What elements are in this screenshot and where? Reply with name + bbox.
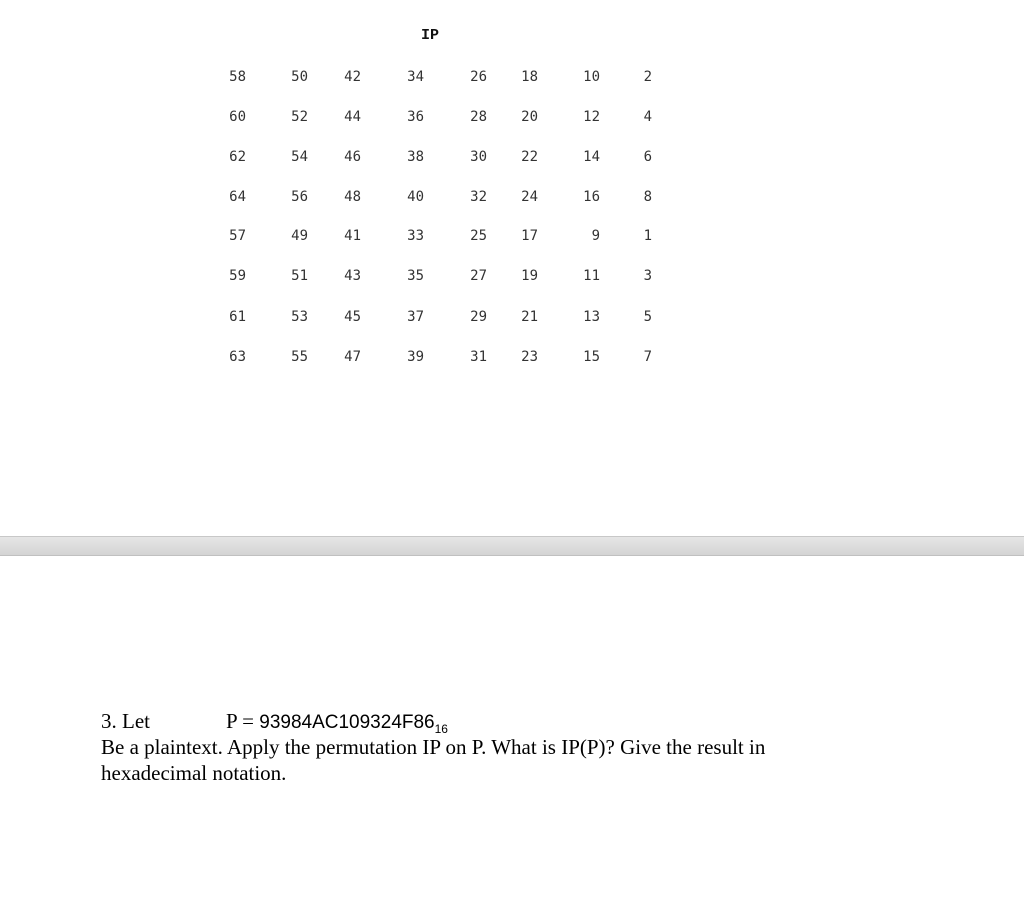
table-cell: 31: [470, 349, 487, 365]
table-cell: 35: [407, 268, 424, 284]
table-cell: 44: [344, 109, 361, 125]
table-cell: 37: [407, 309, 424, 325]
table-cell: 36: [407, 109, 424, 125]
table-cell: 54: [291, 149, 308, 165]
table-cell: 18: [521, 69, 538, 85]
table-cell: 32: [470, 189, 487, 205]
table-cell: 7: [643, 349, 652, 365]
table-cell: 48: [344, 189, 361, 205]
table-cell: 42: [344, 69, 361, 85]
table-cell: 25: [470, 228, 487, 244]
table-cell: 56: [291, 189, 308, 205]
table-cell: 26: [470, 69, 487, 85]
plaintext-value: 93984AC109324F86: [259, 712, 435, 733]
table-cell: 34: [407, 69, 424, 85]
plaintext-label: P =: [226, 709, 260, 733]
table-cell: 2: [643, 69, 652, 85]
table-cell: 59: [229, 268, 246, 284]
table-cell: 16: [583, 189, 600, 205]
table-cell: 21: [521, 309, 538, 325]
table-cell: 64: [229, 189, 246, 205]
table-cell: 29: [470, 309, 487, 325]
table-cell: 12: [583, 109, 600, 125]
table-cell: 33: [407, 228, 424, 244]
plaintext-base: 16: [434, 722, 448, 737]
table-cell: 15: [583, 349, 600, 365]
table-cell: 10: [583, 69, 600, 85]
table-cell: 47: [344, 349, 361, 365]
table-cell: 43: [344, 268, 361, 284]
table-cell: 23: [521, 349, 538, 365]
table-cell: 11: [583, 268, 600, 284]
table-cell: 17: [521, 228, 538, 244]
table-cell: 1: [643, 228, 652, 244]
table-cell: 50: [291, 69, 308, 85]
table-cell: 51: [291, 268, 308, 284]
table-cell: 41: [344, 228, 361, 244]
question-line-2: Be a plaintext. Apply the permutation IP on P. What is IP(P)? Give the result in: [101, 735, 766, 759]
table-cell: 6: [643, 149, 652, 165]
table-title: IP: [420, 27, 439, 44]
question-line-1: [101, 708, 901, 737]
question-number: 3. Let: [101, 709, 150, 733]
table-cell: 30: [470, 149, 487, 165]
table-cell: 3: [643, 268, 652, 284]
table-cell: 55: [291, 349, 308, 365]
table-cell: 20: [521, 109, 538, 125]
table-cell: 57: [229, 228, 246, 244]
table-cell: 40: [407, 189, 424, 205]
page-separator: [0, 536, 1024, 556]
question-3: [101, 708, 901, 786]
question-line-3: hexadecimal notation.: [101, 761, 287, 785]
table-cell: 45: [344, 309, 361, 325]
table-cell: 24: [521, 189, 538, 205]
table-cell: 4: [643, 109, 652, 125]
table-cell: 27: [470, 268, 487, 284]
table-cell: 19: [521, 268, 538, 284]
table-cell: 63: [229, 349, 246, 365]
table-cell: 60: [229, 109, 246, 125]
table-cell: 13: [583, 309, 600, 325]
table-cell: 22: [521, 149, 538, 165]
table-cell: 46: [344, 149, 361, 165]
table-cell: 28: [470, 109, 487, 125]
table-cell: 9: [591, 228, 600, 244]
table-cell: 61: [229, 309, 246, 325]
plaintext-definition: [226, 708, 448, 742]
table-cell: 5: [643, 309, 652, 325]
table-cell: 49: [291, 228, 308, 244]
table-cell: 14: [583, 149, 600, 165]
table-cell: 52: [291, 109, 308, 125]
table-cell: 38: [407, 149, 424, 165]
table-cell: 53: [291, 309, 308, 325]
table-cell: 58: [229, 69, 246, 85]
table-cell: 39: [407, 349, 424, 365]
table-cell: 8: [643, 189, 652, 205]
table-cell: 62: [229, 149, 246, 165]
